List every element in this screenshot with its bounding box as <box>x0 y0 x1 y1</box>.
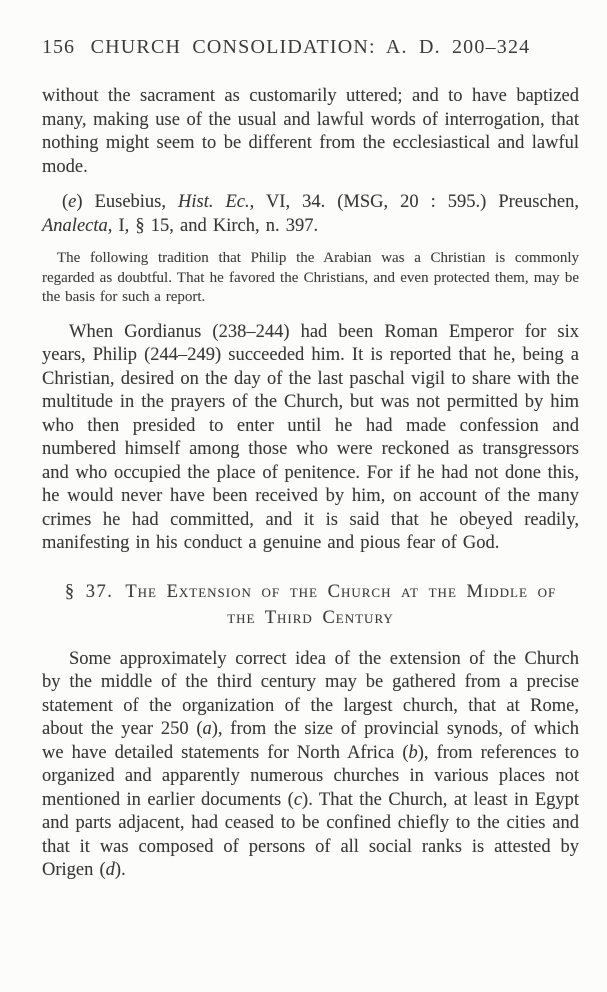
section-number: § 37. <box>64 581 114 602</box>
page-number: 156 <box>42 36 75 58</box>
running-head-title: CHURCH CONSOLIDATION: A. D. 200–324 <box>90 36 531 58</box>
paragraph-continuation: without the sacrament as customarily uttered; and to have baptized many, making use of the usual and lawful words of interrogation, that nothing might seem to be different from the ecclesiastical and lawful mode. <box>42 86 579 177</box>
section-title: The Extension of the Church at the Middle of the Third Century <box>125 581 557 628</box>
editorial-note-paragraph: The following tradition that Philip the Arabian was a Christian is commonly regarded as doubtful. That he favored the Christians, and even protected them, may be the basis for such a report. <box>42 250 579 305</box>
page-header <box>42 36 579 60</box>
paragraph-church-extension: Some approximately correct idea of the extension of the Church by the middle of the third century may be gathered from a precise statement of the organization of the largest church, that at Rome, about the year 250 (a), from the size of provincial synods, of which we have detailed statements for North Africa (b), from references to organized and apparently numerous churches in various places not mentioned in earlier documents (c). That the Church, at least in Egypt and parts adjacent, had ceased to be confined chiefly to the cities and that it was composed of persons of all social ranks is attested by Origen (d). <box>42 648 580 880</box>
citation-paragraph: (e) Eusebius, Hist. Ec., VI, 34. (MSG, 20 : 595.) Preuschen, Analecta, I, § 15, and Kirch, n. 397. <box>42 192 580 236</box>
section-heading <box>51 579 571 631</box>
paragraph-philip-tradition: When Gordianus (238–244) had been Roman Emperor for six years, Philip (244–249) succeeded him. It is reported that he, being a Christian, desired on the day of the last paschal vigil to share with the multitude in the prayers of the Church, but was not permitted by him who then presided to enter until he had made confession and numbered himself among those who were reckoned as transgressors and who occupied the place of penitence. For if he had not done this, he would never have been received by him, on account of the many crimes he had committed, and it is said that he obeyed readily, manifesting in his conduct a genuine and pious fear of God. <box>42 321 579 553</box>
